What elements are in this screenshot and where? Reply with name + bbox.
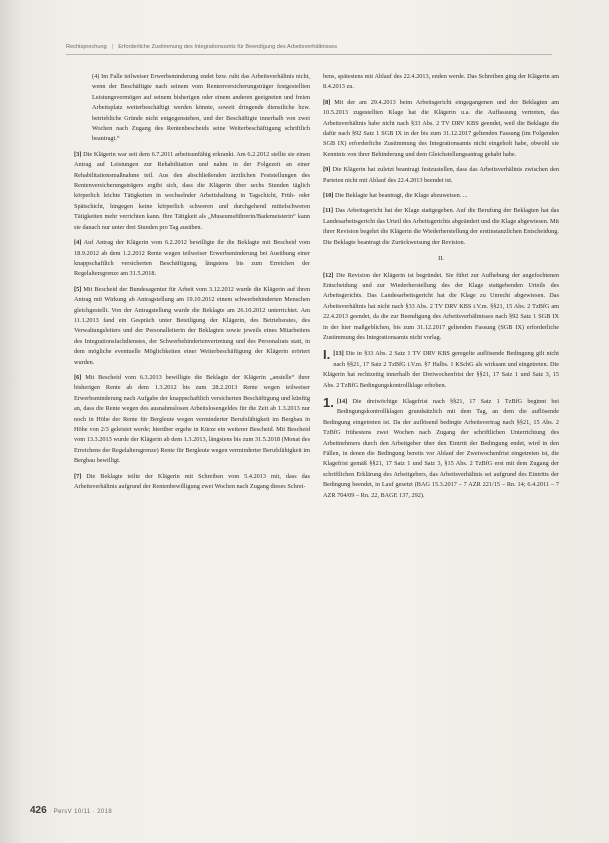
paragraph-number: [7] xyxy=(74,472,82,480)
right-column xyxy=(323,72,559,506)
paragraph-text: Mit Bescheid vom 6.3.2013 bewilligte die Beklagte der Klägerin „anstelle“ ihrer bisherigen Rente ab dem 1.3.2012 bis zum 28.2.2013 Rente wegen teilweiser Erwerbsminderung nach Aufgabe der knappschaftlich versicherten Beschäftigung und künftig an, dass die Rente wegen des ausnahmslosen Arbeitslosengeldes für die Zeit ab 1.3.2013 nur noch in Höhe der Rente für Bergleute wegen verminderter Berufsfähigkeit im Bergbau in Höhe von 2/3 geleistet werde; hierüber ergehe in Kürze ein weiterer Bescheid. Mit Bescheid vom 13.3.2013 wurde der Klägerin ab dem 1.3.2013, längstens bis zum 31.5.2018 (Monat des Erreichens der Regelaltersgrenze) Rente für Bergleute wegen verminderter Berufsfähigkeit im Bergbau bewilligt. xyxy=(74,373,311,465)
paragraph-number: [10] xyxy=(323,192,334,200)
paragraph-number: [6] xyxy=(74,373,82,381)
paragraph-text: Die Klägerin war seit dem 6.7.2011 arbeitsunfähig erkrankt. Am 6.2.2012 stellte sie einen Antrag auf Leistungen zur Rehabilitation und nahm in der Folgezeit an einer Rehabilitationsmaßnahme teil. Aus den abschließenden ärztlichen Feststellungen des Rentenversicherungsträgers ergibt sich, dass die Klägerin über sechs Stunden täglich körperlich leichte Tätigkeiten in wechselnder Arbeitshaltung in Tagschicht, Früh- oder Spätschicht, hingegen keine körperlich schweren und durchgehend mittelschweren Tätigkeiten mehr verrichten kann. Ihre Tätigkeit als „Museumsführerin/Bademeisterin“ kann sie danach nur unter drei Stunden pro Tag ausüben. xyxy=(74,150,310,231)
paragraph-text: Die Beklagte hat beantragt, die Klage abzuweisen. ... xyxy=(334,192,468,200)
paragraph-text: Mit der am 29.4.2013 beim Arbeitsgericht eingegangenen und der Beklagten am 10.5.2013 zugestellten Klage hat die Klägerin u.a. die Auffassung vertreten, das Arbeitsverhältnis habe nicht nach §33 Abs. 2 TV DRV KBS geendet, weil die Beklagte die dafür nach §92 Satz 1 SGB IX in der bis zum 31.12.2017 geltenden Fassung (im Folgenden SGB IX) erforderliche Zustimmung des Integrationsamts nicht eingeholt habe, obwohl sie Kenntnis von ihrer Behinderung und dem Gleichstellungsantrag gehabt habe. xyxy=(323,98,559,158)
paragraph-4 xyxy=(74,238,310,280)
paragraph-number: [9] xyxy=(323,166,331,174)
paragraph-7-continued: bens, spätestens mit Ablauf des 22.4.2013, enden werde. Das Schreiben ging der Klägerin am 8.4.2013 zu. xyxy=(323,73,559,91)
paragraph-8 xyxy=(323,98,559,160)
paragraph-text: Die Revision der Klägerin ist begründet. Sie führt zur Aufhebung der angefochtenen Entscheidung und zur Wiederherstellung des der Klage stattgebenden Urteils des Arbeitsgerichts. Das Landesarbeitsgericht hat die Klage zu Unrecht abgewiesen. Das Arbeitsverhältnis hat nicht nach §33 Abs. 2 TV DRV KBS i.V.m. §§21, 15 Abs. 2 TzBfG am 22.4.2013 geendet, da die zur Beendigung des Arbeitsverhältnisses nach §92 Satz 1 SGB IX in der hier maßgeblichen, bis zum 31.12.2017 geltenden Fassung (SGB IX) erforderliche Zustimmung des Integrationsamts nicht vorlag. xyxy=(323,271,559,341)
paragraph-14 xyxy=(323,394,559,501)
paragraph-12 xyxy=(323,271,559,344)
paragraph-9 xyxy=(323,165,559,186)
paragraph-10 xyxy=(323,191,559,201)
paragraph-7 xyxy=(74,472,310,493)
paragraph-11 xyxy=(323,206,559,248)
paragraph-number: [8] xyxy=(323,98,331,106)
left-column xyxy=(74,72,310,497)
paragraph-text: Auf Antrag der Klägerin vom 6.2.2012 bewilligte ihr die Beklagte mit Bescheid vom 18.9.2012 ab dem 1.2.2012 Rente wegen teilweiser Erwerbsminderung bei Ausübung einer knappschaftlich versicherten Beschäftigung, längstens bis zum Erreichen der Regelaltersgrenze am 31.5.2018. xyxy=(74,239,310,278)
paragraph-number: [3] xyxy=(74,150,82,158)
paragraph-3 xyxy=(74,150,310,233)
paragraph-text: Die Beklagte teilte der Klägerin mit Schreiben vom 5.4.2013 mit, dass das Arbeitsverhältnis aufgrund der Rentenbewilligung zwei Wochen nach Zugang dieses Schrei- xyxy=(74,472,310,491)
paragraph-13 xyxy=(323,349,559,391)
outline-marker: 1. xyxy=(323,394,334,410)
page-footer xyxy=(30,805,112,816)
journal-citation: PersV 10/11 · 2018 xyxy=(53,809,113,815)
outline-marker: I. xyxy=(323,347,331,363)
page-number: 426 xyxy=(30,805,47,816)
paragraph-text: Die dreiwöchige Klagefrist nach §§21, 17 Satz 1 TzBfG beginnt bei Bedingungskontrollklagen grundsätzlich mit dem Tag, an dem die auflösende Bedingung eingetreten ist. Da der auflösend bedingte Arbeitsvertrag nach §§21, 15 Abs. 2 TzBfG frühestens zwei Wochen nach Zugang der schriftlichen Unterrichtung des Arbeitnehmers durch den Arbeitgeber über den Eintritt der Bedingung endet, wird in den Fällen, in denen die Bedingung bereits vor Ablauf der Zweiwochenfrist eingetreten ist, die Klagefrist gemäß §§21, 17 Satz 1 und Satz 3, §15 Abs. 2 TzBfG erst mit dem Zugang der schriftlichen Erklärung des Arbeitgebers, das Arbeitsverhältnis sei aufgrund des Eintritts der Bedingung beendet, in Lauf gesetzt (BAG 15.3.2017 – 7 AZR 221/15 – Rn. 14; 6.4.2011 – 7 AZR 704/09 – Rn. 22, BAGE 137, 292). xyxy=(323,397,559,499)
header-rule xyxy=(66,54,552,55)
paragraph-number: [12] xyxy=(323,271,334,279)
section-heading: II. xyxy=(438,255,444,263)
paragraph-number: [13] xyxy=(333,350,344,358)
paragraph-number: [11] xyxy=(323,207,334,215)
paragraph-number: [14] xyxy=(336,397,348,405)
paragraph-text: Das Arbeitsgericht hat der Klage stattgegeben. Auf die Berufung der Beklagten hat das Landesarbeitsgericht das Urteil des Arbeitsgerichts abgeändert und die Klage abgewiesen. Mit ihrer Revision begehrt die Klägerin die Wiederherstellung der erstinstanzlichen Entscheidung. Die Beklagte beantragt die Zurückweisung der Revision. xyxy=(323,207,559,246)
paragraph-text: Die Klägerin hat zuletzt beantragt festzustellen, dass das Arbeitsverhältnis zwischen den Parteien nicht mit Ablauf des 22.4.2013 beendet ist. xyxy=(323,166,560,184)
header-section: Rechtsprechung xyxy=(66,44,107,50)
paragraph-text: Die in §33 Abs. 2 Satz 1 TV DRV KBS geregelte auflösende Bedingung gilt nicht nach §§21, 17 Satz 2 TzBfG i.V.m. §7 Halbs. 1 KSchG als wirksam und eingetreten. Die Klägerin hat rechtzeitig innerhalb der Dreiwochenfrist der §§21, 17 Satz 1 und Satz 3, 15 Abs. 2 TzBfG Bedingungskontrollklage erhoben. xyxy=(323,350,560,389)
page-edge-shadow xyxy=(0,0,22,843)
paragraph-6 xyxy=(74,373,310,467)
paragraph-number: [4] xyxy=(74,239,82,247)
quoted-paragraph: (4) Im Falle teilweiser Erwerbsminderung endet bzw. ruht das Arbeitsverhältnis nicht, wenn der Beschäftigte nach seinem vom Rentenversicherungsträger festgestellten Leistungsvermögen auf seinem bisherigen oder einem anderen geeigneten und freien Arbeitsplatz weiterbeschäftigt werden könnte, soweit dringende dienstliche bzw. betriebliche Gründe nicht entgegenstehen, und der Beschäftigte innerhalb von zwei Wochen nach Zugang des Rentenbescheids seine Weiterbeschäftigung schriftlich beantragt.“ xyxy=(92,73,310,143)
running-header: Rechtsprechung | Erforderliche Zustimmung des Integrationsamts für Beendigung des Arbeitsverhältnisses xyxy=(66,44,338,50)
paragraph-number: [5] xyxy=(74,285,82,293)
paragraph-5 xyxy=(74,285,310,368)
header-title: Erforderliche Zustimmung des Integrationsamts für Beendigung des Arbeitsverhältnisses xyxy=(118,44,338,50)
paragraph-text: Mit Bescheid der Bundesagentur für Arbeit vom 3.12.2012 wurde die Klägerin auf ihren Antrag mit Wirkung ab Antragstellung am 19.10.2012 einem schwerbehinderten Menschen gleichgestellt. Von der Antragstellung wurde die Beklagte am 26.10.2012 unterrichtet. Am 11.1.2013 fand ein Gespräch unter Beteiligung der Klägerin, des Betriebsrates, des Verwaltungsleiters und der Personalleiterin der Beklagten sowie jeweils eines Mitarbeiters des Integrationsfachdienstes, der Schwerbehindertenvertretung und des Personalrats statt, in dem mögliche eventuelle Möglichkeiten einer Weiterbeschäftigung der Klägerin erörtert wurden. xyxy=(74,285,311,366)
